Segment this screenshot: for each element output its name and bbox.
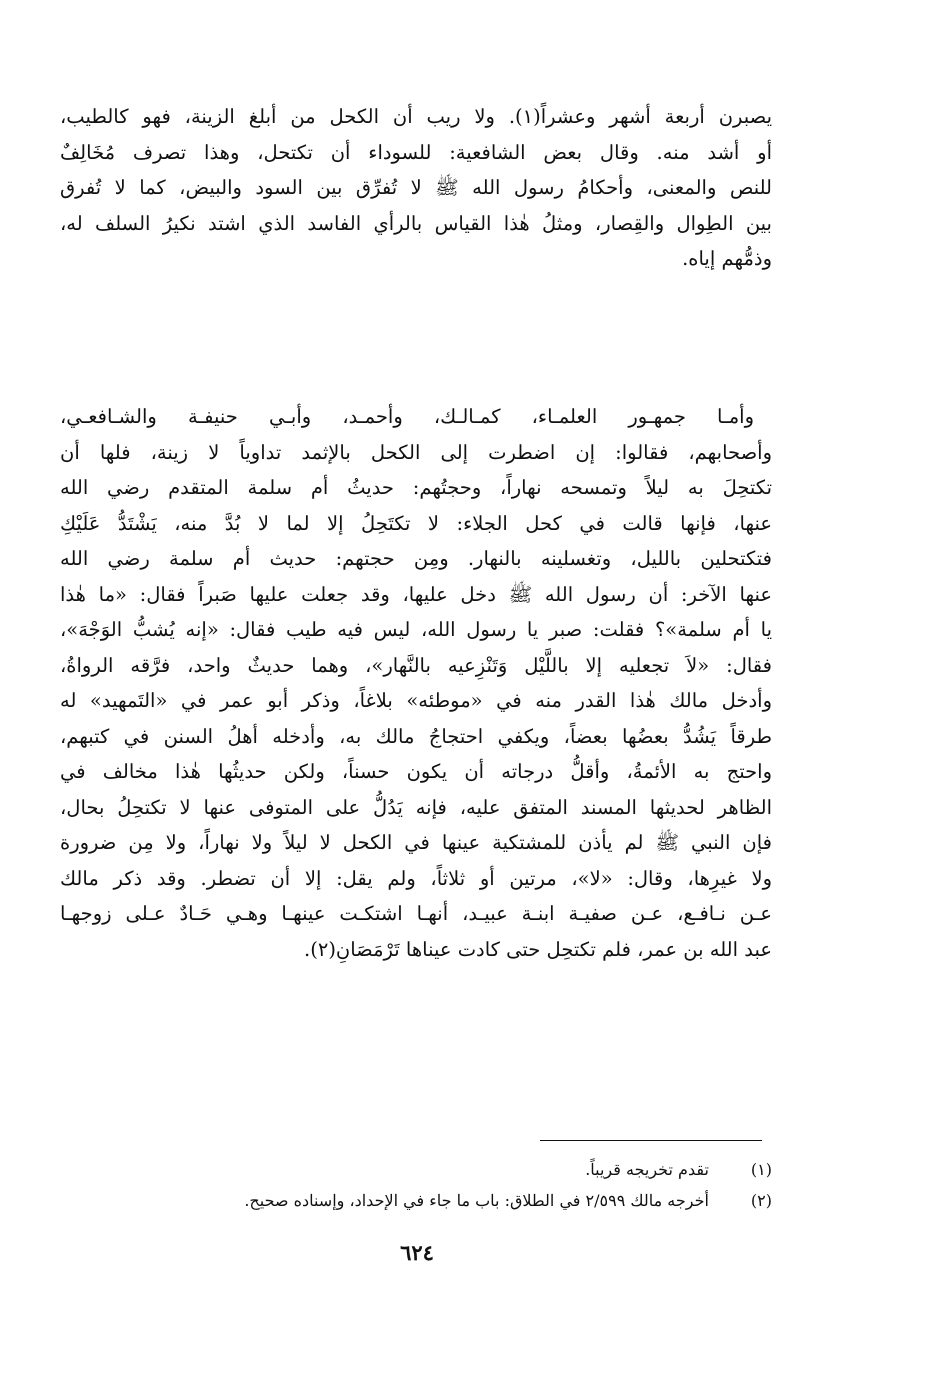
footnote-2 — [60, 1185, 772, 1216]
text-line: يا أم سلمة»؟ فقلت: صبر يا رسول الله، ليس فيه طيب فقال: «إنه يُشبُّ الوَجْهَ»، — [60, 618, 772, 641]
paragraph-2 — [60, 399, 772, 967]
text-line: وأدخل مالك هٰذا القدر منه في «موطئه» بلاغاً، وذكر أبو عمر في «التَمهيد» له — [60, 689, 772, 712]
text-line: وأصحابهم، فقالوا: إن اضطرت إلى الكحل بالإثمد تداوياً لا زينة، فلها أن — [60, 440, 772, 464]
text-line: ولا غيرِها، وقال: «لا»، مرتين أو ثلاثاً، ولم يقل: إلا أن تضطر. وقد ذكر مالك — [60, 866, 772, 890]
footnote-text: أخرجه مالك ٢/٥٩٩ في الطلاق: باب ما جاء في الإحداد، وإسناده صحيح. — [244, 1191, 709, 1210]
text-line: عبد الله بن عمر، فلم تكتحِل حتى كادت عيناها تَرْمَصَانِ(٢). — [304, 937, 772, 961]
text-line: عـن نـافـع، عـن صفيـة ابنـة عبيـد، أنهـا اشتكـت عينهـا وهـي حَـادٌ عـلى زوجهـا — [60, 902, 772, 925]
text-line: فقال: «لاَ تجعليه إلا باللَّيْل وَتَنْزِعيه بالنَّهار»، وهما حديثٌ واحد، فرَّقه الرواةُ، — [60, 653, 772, 677]
footnote-text: تقدم تخريجه قريباً. — [585, 1160, 709, 1179]
text-line: طرقاً يَشُدُّ بعضُها بعضاً، ويكفي احتجاجُ مالك به، وأدخله أهلُ السنن في كتبهم، — [60, 724, 772, 748]
footnote-number: (١) — [750, 1160, 772, 1179]
text-line: للنص والمعنى، وأحكامُ رسول الله ﷺ لا تُفرِّق بين السود والبيض، كما لا تُفرق — [60, 176, 772, 199]
text-line: يصبرن أربعة أشهر وعشراً(١). ولا ريب أن الكحل من أبلغ الزينة، فهو كالطيب، — [60, 105, 772, 128]
text-line: واحتج به الأئمةُ، وأقلُّ درجاته أن يكون حسناً، ولكن حديثُها هٰذا مخالف في — [60, 760, 772, 783]
text-line: وذمُّهم إياه. — [682, 247, 772, 270]
footnote-1 — [60, 1154, 772, 1185]
text-line: بين الطِوال والقِصار، ومثلُ هٰذا القياس بالرأي الفاسد الذي اشتد نكيرُ السلف له، — [60, 211, 772, 235]
text-line: وأمـا جمهـور العلمـاء، كمـالـك، وأحمـد، وأبـي حنيفـة والشـافعـي، — [60, 405, 754, 428]
text-line: أو أشد منه. وقال بعض الشافعية: للسوداء أن تكتحل، وهذا تصرف مُخَالِفٌ — [60, 140, 772, 164]
paragraph-1 — [60, 99, 772, 277]
page-number: ٦٢٤ — [400, 1240, 434, 1265]
text-line: عنها، فإنها قالت في كحل الجلاء: لا تكتَحِلُ إلا لما لا بُدَّ منه، يَشْتَدُّ عَلَيْكِ — [60, 511, 772, 535]
text-line: فتكتحلين بالليل، وتغسلينه بالنهار. ومِن حجتهم: حديث أم سلمة رضي الله — [60, 547, 772, 570]
footnote-number: (٢) — [750, 1191, 772, 1210]
text-line: عنها الآخر: أن رسول الله ﷺ دخل عليها، وقد جعلت عليها صَبراً فقال: «ما هٰذا — [60, 582, 772, 606]
text-line: تكتحِلَ به ليلاً وتمسحه نهاراً، وحجتُهم: حديثُ أم سلمة المتقدم رضي الله — [60, 476, 772, 499]
footnote-divider — [540, 1140, 762, 1141]
text-line: فإن النبي ﷺ لم يأذن للمشتكية عينها في الكحل لا ليلاً ولا نهاراً، ولا مِن ضرورة — [60, 831, 772, 854]
footnotes — [60, 1154, 772, 1216]
text-line: الظاهر لحديثها المسند المتفق عليه، فإنه يَدُلُّ على المتوفى عنها لا تكتحِلُ بحال، — [60, 795, 772, 819]
